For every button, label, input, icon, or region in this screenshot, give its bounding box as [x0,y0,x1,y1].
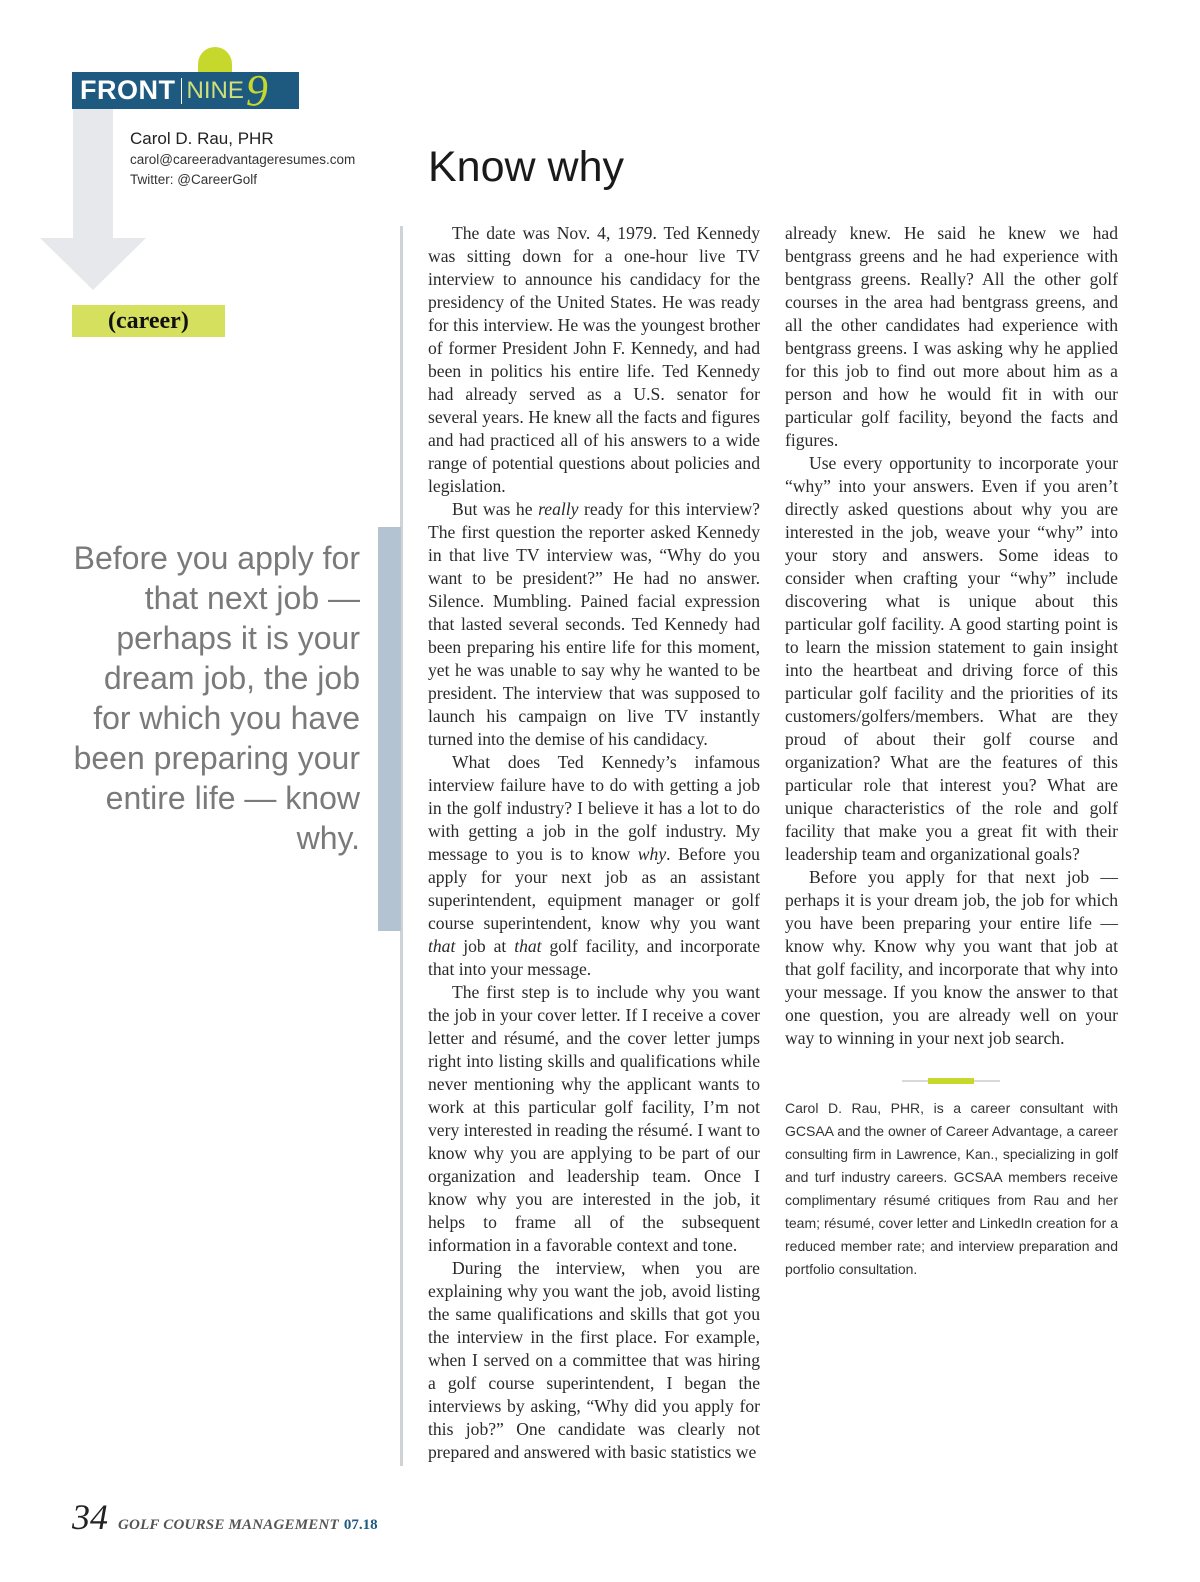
section-tag [72,305,225,337]
section-tag-label: (career) [108,308,189,334]
author-email: carol@careeradvantageresumes.com [130,152,356,167]
author-twitter: Twitter: @CareerGolf [130,172,257,187]
logo-nine-text: NINE [186,76,244,104]
page-number: 34 [72,1497,108,1537]
front-nine-logo [72,65,299,115]
down-arrow-icon [40,238,146,290]
article-title: Know why [428,143,624,191]
paragraph: The date was Nov. 4, 1979. Ted Kennedy was sitting down for a one-hour live TV interview to announce his candidacy for the presidency of the United States. He was ready for this interview. He was the youngest brother of former President John F. Kennedy, and had been in politics his entire life. Ted Kennedy had already served as a U.S. senator for several years. He knew all the facts and figures and had practiced all of his answers to a wide range of potential questions about policies and legislation. [428,223,760,496]
paragraph: Before you apply for that next job — perhaps it is your dream job, the job for which you have been preparing your entire life — know why. Know why you want that job at that golf facility, and incorporate that why into your message. If you know the answer to that one question, you are already well on your way to winning in your next job search. [785,867,1118,1048]
author-name: Carol D. Rau, PHR [130,129,274,148]
pull-quote: Before you apply for that next job — perhaps it is your dream job, the job for which you have been preparing your entire life — know why. [73,540,360,856]
decorative-arrow-shaft [73,108,113,240]
author-block [130,128,355,190]
paragraph: The first step is to include why you want the job in your cover letter. If I receive a cover letter and résumé, and the cover letter jumps right into listing skills and qualifications while never mentioning why the applicant wants to work at this particular golf facility, I’m not very interested in reading the résumé. I want to know why you are applying to be part of our organization and leadership team. Once I know why you are interested in the job, it helps to frame all of the subsequent information in a favorable context and tone. [428,982,760,1255]
paragraph: Use every opportunity to incorporate your “why” into your answers. Even if you aren’t directly asked questions about why you are interested in the job, weave your “why” into your story and answers. Some ideas to consider when crafting your “why” include discovering what is unique about this particular golf facility. A good starting point is to learn the mission statement to gain insight into the heartbeat and driving force of this particular golf facility and the priorities of its customers/golfers/members. What are they proud of about their golf course and organization? What are the features of this particular role that interest you? What are unique characteristics of the role and golf facility that make you a great fit with their leadership team and organizational goals? [785,453,1118,864]
paragraph: During the interview, when you are explaining why you want the job, avoid listing the same qualifications and skills that got you the interview in the first place. For example, when I served on a committee that was hiring a golf course superintendent, I began the interviews by asking, “Why did you apply for this job?” One candidate was clearly not prepared and answered with basic statistics we [428,1258,760,1462]
logo-nine-numeral: 9 [245,65,268,115]
logo-front-text: FRONT [80,75,176,105]
issue-date: 07.18 [343,1517,378,1533]
paragraph: already knew. He said he knew we had bentgrass greens and he had experience with bentgrass greens. Really? All the other golf courses in the area had bentgrass greens, and all the other candidates had experience with bentgrass greens. I was asking why he applied for this job to find out more about him as a person and how he would fit in with our particular golf facility, beyond the facts and figures. [785,223,1118,450]
author-bio: Carol D. Rau, PHR, is a career consultant with GCSAA and the owner of Career Advantage, a career consulting firm in Lawrence, Kan., specializing in golf and turf industry careers. GCSAA members receive complimentary résumé critiques from Rau and her team; résumé, cover letter and LinkedIn creation for a reduced member rate; and interview preparation and portfolio consultation. [785,1100,1118,1277]
logo-divider [181,78,182,104]
bio-separator-accent [928,1078,974,1084]
magazine-name: GOLF COURSE MANAGEMENT [118,1517,339,1533]
article-column-2 [785,222,1118,1050]
pullquote-accent-bar [378,527,401,931]
article-column-1 [428,222,760,1464]
page-footer [72,1496,378,1538]
paragraph: But was he really ready for this interview? The first question the reporter asked Kennedy in that live TV interview was, “Why do you want to be president?” He had no answer. Silence. Mumbling. Pained facial expression that lasted several seconds. Ted Kennedy had been preparing his entire life for this moment, yet he was unable to say why he wanted to be president. The interview that was supposed to launch his campaign on live TV instantly turned into the demise of his candidacy. [428,499,760,749]
paragraph: What does Ted Kennedy’s infamous interview failure have to do with getting a job in the golf industry? I believe it has a lot to do with getting a job in the golf industry. My message to you is to know why. Before you apply for your next job as an assistant superintendent, equipment manager or golf course superintendent, know why you want that job at that golf facility, and incorporate that into your message. [428,752,761,979]
